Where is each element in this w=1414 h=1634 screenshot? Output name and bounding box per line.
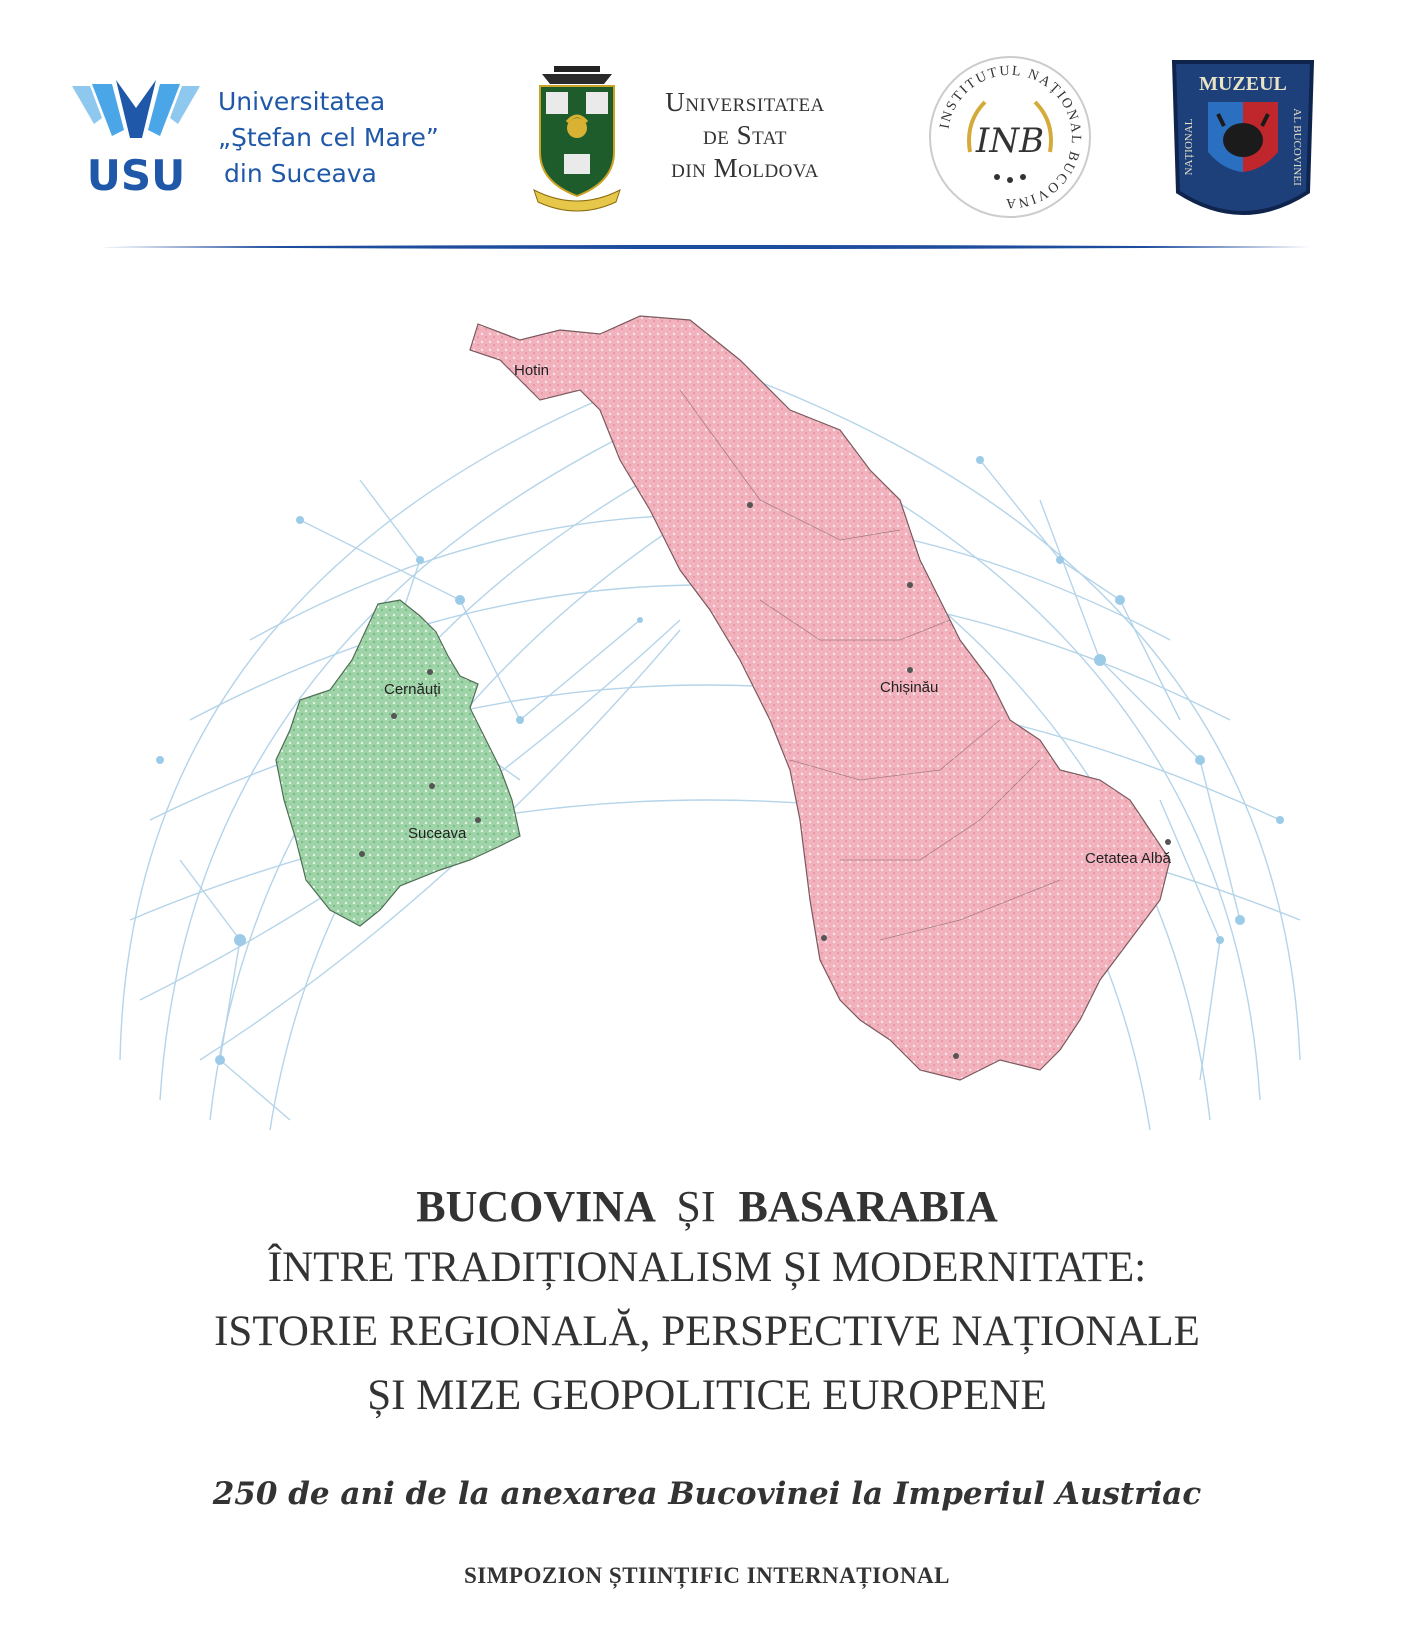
title-line1 [0, 1178, 1414, 1236]
title-line2: ÎNTRE TRADIȚIONALISM ȘI MODERNITATE: [267, 1244, 1147, 1291]
label-cernauti: Cernăuți [384, 681, 441, 698]
map-illustration [0, 300, 1414, 1140]
header-divider [100, 244, 1310, 250]
muzeul-top: MUZEUL [1199, 73, 1287, 95]
muzeul-right: AL BUCOVINEI [1291, 108, 1303, 186]
muzeul-shield-icon [1168, 52, 1318, 232]
usm-name [630, 86, 860, 185]
map-svg [0, 300, 1414, 1140]
usm-line1: Universitatea [665, 87, 825, 117]
usu-name [218, 84, 478, 192]
label-chisinau: Chișinău [880, 679, 939, 696]
title-line3: ISTORIE REGIONALĂ, PERSPECTIVE NAȚIONALE [214, 1308, 1200, 1355]
label-hotin: Hotin [514, 362, 550, 379]
event-type: SIMPOZION ȘTIINȚIFIC INTERNAȚIONAL [463, 1563, 951, 1588]
usm-line3: din Moldova [671, 153, 819, 183]
label-cetatea-alba: Cetatea Albă [1085, 850, 1171, 867]
title-block [0, 1178, 1414, 1428]
header [0, 0, 1414, 260]
inb-ring-text: INSTITUTUL NAȚIONAL BUCOVINA [937, 63, 1084, 211]
usm-crest-icon [532, 62, 622, 212]
usu-abbr: USU [86, 151, 186, 196]
title-word1: BUCOVINA [416, 1182, 654, 1231]
usm-line2: de Stat [703, 120, 787, 150]
title-word2: ȘI [676, 1182, 716, 1231]
title-word3: BASARABIA [738, 1182, 998, 1231]
usu-line1: Universitatea [218, 87, 386, 116]
label-suceava: Suceava [408, 825, 467, 842]
usu-logo-icon [72, 78, 200, 196]
usu-line3: din Suceava [224, 159, 377, 188]
usu-line2: „Ştefan cel Mare” [218, 123, 439, 152]
basarabia-region [470, 316, 1170, 1080]
subtitle: 250 de ani de la anexarea Bucovinei la Imperiul Austriac [212, 1476, 1202, 1512]
inb-seal-icon [925, 52, 1095, 222]
inb-monogram: INB [975, 121, 1045, 161]
muzeul-left: NAȚIONAL [1183, 118, 1195, 176]
bukovina-region [276, 600, 520, 926]
title-line4: ȘI MIZE GEOPOLITICE EUROPENE [367, 1372, 1047, 1419]
